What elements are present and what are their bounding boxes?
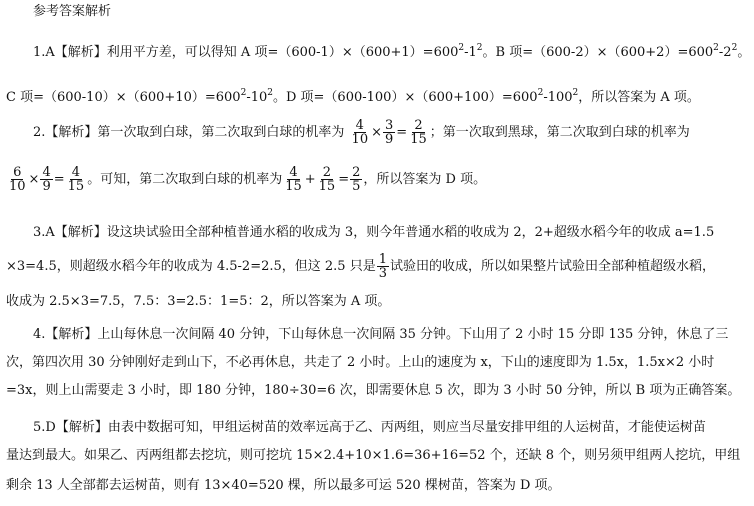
fraction: $\frac{4}{15}$ [67,165,85,194]
q2-line-2: $\frac{6}{10}$ × $\frac{4}{9}$ = $\frac{4}{15}$ 。可知，第二次取到白球的机率为 $\frac{4}{15}$ + $\frac{2}{15}$ = $\frac{2}{5}$ ，所以答案为 D 项。 [9,165,487,194]
fraction: $\frac{2}{15}$ [318,165,336,194]
fraction: $\frac{4}{9}$ [42,165,51,194]
fraction: $\frac{3}{9}$ [385,118,394,147]
q2-line-1: 2.【解析】第一次取到白球，第二次取到白球的机率为 $\frac{4}{10}$ × $\frac{3}{9}$ = $\frac{2}{15}$ ；第一次取到黑球，第二次取到白球的机率为 [33,118,690,147]
q4-line-3: =3x，则上山需要走 3 小时，即 180 分钟，180÷30=6 次，即需要休息 5 次，即为 3 小时 50 分钟，所以 B 项为正确答案。 [6,383,741,398]
fraction: $\frac{2}{5}$ [352,165,361,194]
q5-line-2: 量达到最大。如果乙、丙两组都去挖坑，则可挖坑 15×2.4+10×1.6=36+16=52 个，还缺 8 个，则另须甲组两人挖坑，甲组 [6,448,741,463]
fraction: $\frac{2}{15}$ [410,118,427,147]
q1-line-2: C 项$=(600-10)\times(600+10)=600^2-10^2$。D 项$=(600-100)\times(600+100)=600^2-100^2$，所以答案为 A 项。 [6,88,700,105]
fraction: $\frac{1}{3}$ [378,252,387,281]
q5-line-3: 剩余 13 人全部都去运树苗，则有 13×40=520 棵，所以最多可运 520 棵树苗，答案为 D 项。 [6,478,561,493]
q1-line-1: 1.A【解析】利用平方差，可以得知 A 项$=(600-1)\times(600+1)=600^2-1^2$。B 项$=(600-2)\times(600+2)=600^2-2^2$。 [33,43,751,60]
q4-line-2: 次，第四次用 30 分钟刚好走到山下，不必再休息，共走了 2 小时。上山的速度为 x，下山的速度即为 1.5x，1.5x×2 小时 [6,355,715,370]
fraction: $\frac{4}{10}$ [351,118,369,147]
page-title: 参考答案解析 [33,4,112,19]
q5-line-1: 5.D【解析】由表中数据可知，甲组运树苗的效率远高于乙、丙两组，则应当尽量安排甲组的人运树苗，才能使运树苗 [33,420,706,435]
q3-line-2: ×3=4.5，则超级水稻今年的收成为 4.5-2=2.5，但这 2.5 只是 $\frac{1}{3}$ 试验田的收成，所以如果整片试验田全部种植超级水稻， [6,252,716,281]
fraction: $\frac{4}{15}$ [285,165,302,194]
q3-line-3: 收成为 2.5×3=7.5，7.5：3=2.5：1=5：2，所以答案为 A 项。 [6,294,391,309]
q3-line-1: 3.A【解析】设这块试验田全部种植普通水稻的收成为 3，则今年普通水稻的收成为 2，2+超级水稻今年的收成 a=1.5 [33,225,715,240]
fraction: $\frac{6}{10}$ [9,165,26,194]
q4-line-1: 4.【解析】上山每休息一次间隔 40 分钟，下山每休息一次间隔 35 分钟。下山用了 2 小时 15 分即 135 分钟，休息了三 [33,327,729,342]
